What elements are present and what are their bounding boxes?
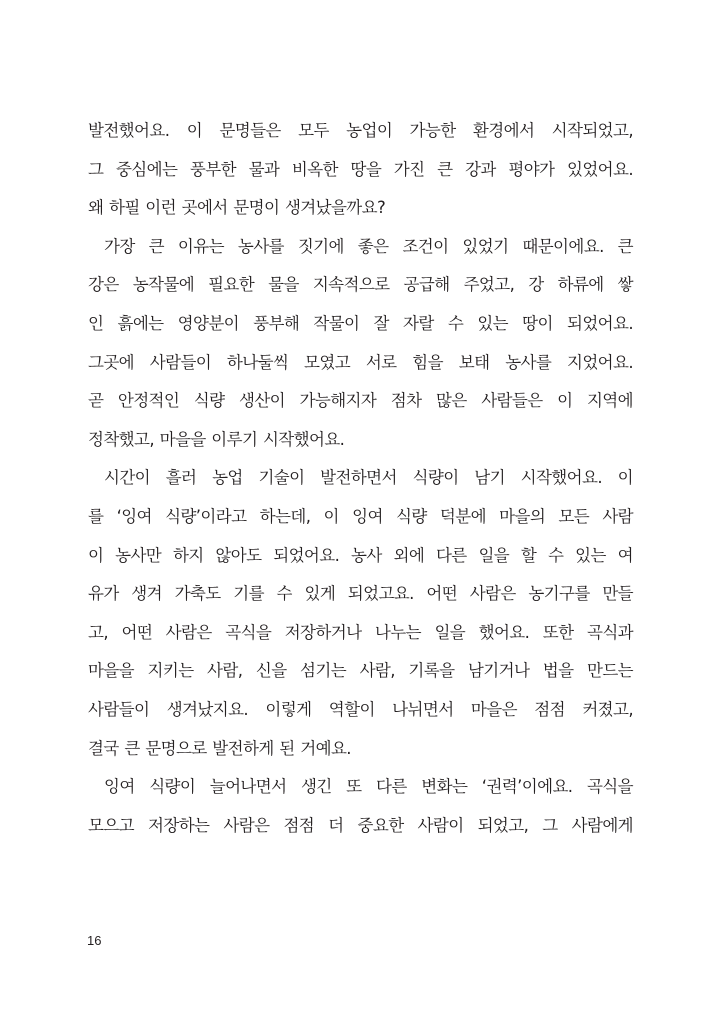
text-line: 고, 어떤 사람은 곡식을 저장하거나 나누는 일을 했어요. 또한 곡식과: [88, 622, 633, 642]
text-line: 결국 큰 문명으로 발전하게 된 거예요.: [88, 738, 351, 758]
text-line: 그곳에 사람들이 하나둘씩 모였고 서로 힘을 보태 농사를 지었어요.: [88, 352, 633, 372]
text-line: 유가 생겨 가축도 기를 수 있게 되었고요. 어떤 사람은 농기구를 만들: [88, 584, 633, 604]
text-line: 를 ‘잉여 식량’이라고 하는데, 이 잉여 식량 덕분에 마을의 모든 사람: [88, 506, 633, 526]
text-line: 인 흙에는 영양분이 풍부해 작물이 잘 자랄 수 있는 땅이 되었어요.: [88, 313, 633, 333]
text-line: 정착했고, 마을을 이루기 시작했어요.: [88, 429, 345, 449]
text-line: 강은 농작물에 필요한 물을 지속적으로 공급해 주었고, 강 하류에 쌓: [88, 275, 633, 295]
text-line: 이 농사만 하지 않아도 되었어요. 농사 외에 다른 일을 할 수 있는 여: [88, 545, 633, 565]
paragraph-3: [88, 459, 633, 768]
text-line: 사람들이 생겨났지요. 이렇게 역할이 나뉘면서 마을은 점점 커졌고,: [88, 699, 633, 719]
text-line: 그 중심에는 풍부한 물과 비옥한 땅을 가진 큰 강과 평야가 있었어요.: [88, 159, 633, 179]
paragraph-1: [88, 112, 633, 228]
page-number: 16: [87, 933, 102, 948]
text-line: 시간이 흘러 농업 기술이 발전하면서 식량이 남기 시작했어요. 이: [104, 468, 633, 488]
text-line: 모으고 저장하는 사람은 점점 더 중요한 사람이 되었고, 그 사람에게: [88, 815, 633, 835]
paragraph-2: [88, 228, 633, 460]
text-line: 발전했어요. 이 문명들은 모두 농업이 가능한 환경에서 시작되었고,: [88, 121, 633, 140]
text-line: 마을을 지키는 사람, 신을 섬기는 사람, 기록을 남기거나 법을 만드는: [88, 661, 633, 681]
text-line: 잉여 식량이 늘어나면서 생긴 또 다른 변화는 ‘권력’이에요. 곡식을: [104, 777, 633, 797]
text-line: 가장 큰 이유는 농사를 짓기에 좋은 조건이 있었기 때문이에요. 큰: [104, 236, 633, 256]
paragraph-4: [88, 768, 633, 845]
text-line: 왜 하필 이런 곳에서 문명이 생겨났을까요?: [88, 198, 386, 218]
body-text: [88, 112, 633, 845]
text-line: 곧 안정적인 식량 생산이 가능해지자 점차 많은 사람들은 이 지역에: [88, 391, 633, 411]
